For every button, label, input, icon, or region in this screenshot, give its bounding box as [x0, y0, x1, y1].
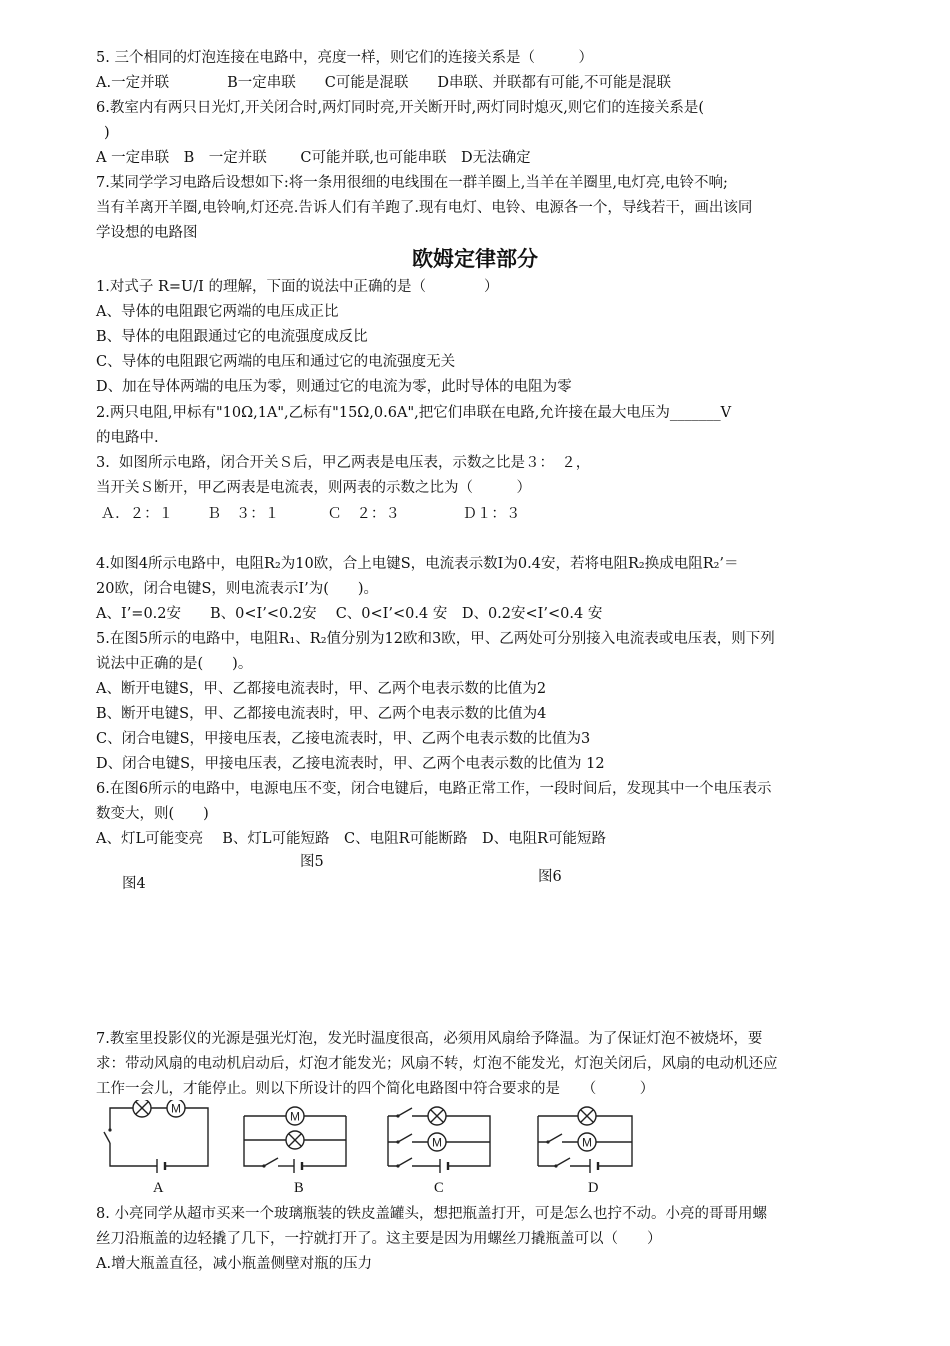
- ohm-q5-option-c: C、闭合电键S，甲接电压表，乙接电流表时，甲、乙两个电表示数的比值为3: [96, 731, 591, 747]
- circuit-label-a: A: [153, 1180, 164, 1196]
- ohm-q7-stem-1: 7.教室里投影仪的光源是强光灯泡，发光时温度很高，必须用风扇给予降温。为了保证灯泡不被烧坏，要: [96, 1031, 763, 1047]
- ohm-q1-option-d: D、加在导体两端的电压为零，则通过它的电流为零，此时导体的电阻为零: [96, 379, 572, 395]
- ohm-q4-stem-1: 4.如图4所示电路中，电阻R₂为10欧，合上电键S，电流表示数I为0.4安，若将电阻R₂换成电阻R₂’＝: [96, 556, 739, 572]
- q6-options: A 一定串联 B 一定并联 C可能并联,也可能串联 D无法确定: [96, 150, 531, 166]
- q5-options: A.一定并联 B一定串联 C可能是混联 D串联、并联都有可能,不可能是混联: [96, 75, 672, 91]
- svg-text:M: M: [432, 1135, 442, 1150]
- q6-stem-cont: ): [104, 125, 110, 141]
- ohm-q3-options: Ａ．２：１ Ｂ ３：１ Ｃ ２：３ Ｄ１：３: [96, 506, 521, 522]
- ohm-q1-option-a: A、导体的电阻跟它两端的电压成正比: [96, 304, 339, 320]
- ohm-q3-stem-2: 当开关Ｓ断开，甲乙两表是电流表，则两表的示数之比为（ ）: [96, 480, 531, 496]
- ohm-q6-stem-2: 数变大，则( ): [96, 806, 209, 822]
- ohm-q8-stem-2: 丝刀沿瓶盖的边轻撬了几下，一拧就打开了。这主要是因为用螺丝刀撬瓶盖可以（ ）: [96, 1231, 662, 1247]
- ohm-q5-stem-2: 说法中正确的是( )。: [96, 656, 253, 672]
- ohm-q6-stem-1: 6.在图6所示的电路中，电源电压不变，闭合电键后，电路正常工作，一段时间后，发现其中一个电压表示: [96, 781, 772, 797]
- ohm-q8-stem-1: 8. 小亮同学从超市买来一个玻璃瓶装的铁皮盖罐头，想把瓶盖打开，可是怎么也拧不动。小亮的哥哥用螺: [96, 1206, 767, 1222]
- ohm-q7-stem-3: 工作一会儿，才能停止。则以下所设计的四个简化电路图中符合要求的是 （ ）: [96, 1081, 655, 1097]
- ohm-q4-stem-2: 20欧，闭合电键S，则电流表示I’为( )。: [96, 581, 379, 597]
- circuit-label-c: C: [434, 1180, 444, 1196]
- ohm-q5-option-d: D、闭合电键S，甲接电压表，乙接电流表时，甲、乙两个电表示数的比值为 12: [96, 756, 605, 772]
- ohm-q5-option-a: A、断开电键S，甲、乙都接电流表时，甲、乙两个电表示数的比值为2: [96, 681, 547, 697]
- svg-text:M: M: [582, 1135, 592, 1150]
- ohm-q7-stem-2: 求：带动风扇的电动机启动后，灯泡才能发光；风扇不转，灯泡不能发光，灯泡关闭后，风扇的电动机还应: [96, 1056, 778, 1072]
- ohm-q1-option-c: C、导体的电阻跟它两端的电压和通过它的电流强度无关: [96, 354, 456, 370]
- circuit-diagram-b: [236, 1100, 352, 1174]
- ohm-q8-option-a: A.增大瓶盖直径，减小瓶盖侧壁对瓶的压力: [96, 1256, 373, 1272]
- circuit-diagram-a: [100, 1100, 216, 1174]
- ohm-q5-option-b: B、断开电键S，甲、乙都接电流表时，甲、乙两个电表示数的比值为4: [96, 706, 547, 722]
- ohm-q2-stem-cont: 的电路中.: [96, 430, 159, 446]
- figure-4-caption: 图4: [122, 876, 146, 892]
- ohm-q4-options: A、I’=0.2安 B、0<I’<0.2安 C、0<I’<0.4 安 D、0.2安<I’<0.4 安: [96, 606, 603, 622]
- ohm-q2-stem: 2.两只电阻,甲标有"10Ω,1A",乙标有"15Ω,0.6A",把它们串联在电路,允许接在最大电压为_______V: [96, 405, 732, 421]
- ohm-q1-option-b: B、导体的电阻跟通过它的电流强度成反比: [96, 329, 368, 345]
- q5-stem: 5. 三个相同的灯泡连接在电路中，亮度一样，则它们的连接关系是（ ）: [96, 50, 593, 66]
- svg-text:M: M: [290, 1109, 300, 1124]
- ohm-q5-stem-1: 5.在图5所示的电路中，电阻R₁、R₂值分别为12欧和3欧，甲、乙两处可分别接入电流表或电压表，则下列: [96, 631, 775, 647]
- circuit-label-b: B: [294, 1180, 304, 1196]
- circuit-label-d: D: [588, 1180, 599, 1196]
- q7-stem-1: 7.某同学学习电路后设想如下:将一条用很细的电线围在一群羊圈上,当羊在羊圈里,电灯亮,电铃不响;: [96, 175, 728, 191]
- motor-label: M: [171, 1101, 181, 1116]
- circuit-diagram-d: [532, 1100, 648, 1174]
- ohm-q6-options: A、灯L可能变亮 B、灯L可能短路 C、电阻R可能断路 D、电阻R可能短路: [96, 831, 607, 847]
- q6-stem: 6.教室内有两只日光灯,开关闭合时,两灯同时亮,开关断开时,两灯同时熄灭,则它们的连接关系是(: [96, 100, 705, 116]
- figure-5-caption: 图5: [300, 854, 324, 870]
- figure-6-caption: 图6: [538, 869, 562, 885]
- section-title: 欧姆定律部分: [412, 247, 538, 271]
- circuit-diagram-c: [382, 1100, 498, 1174]
- ohm-q3-stem-1: 3. 如图所示电路，闭合开关Ｓ后，甲乙两表是电压表，示数之比是３： ２，: [96, 455, 591, 471]
- ohm-q1-stem: 1.对式子 R=U/I 的理解，下面的说法中正确的是（ ）: [96, 279, 499, 295]
- q7-stem-2: 当有羊离开羊圈,电铃响,灯还亮.告诉人们有羊跑了.现有电灯、电铃、电源各一个，导线若干，画出该同: [96, 200, 753, 216]
- q7-stem-3: 学设想的电路图: [96, 225, 198, 241]
